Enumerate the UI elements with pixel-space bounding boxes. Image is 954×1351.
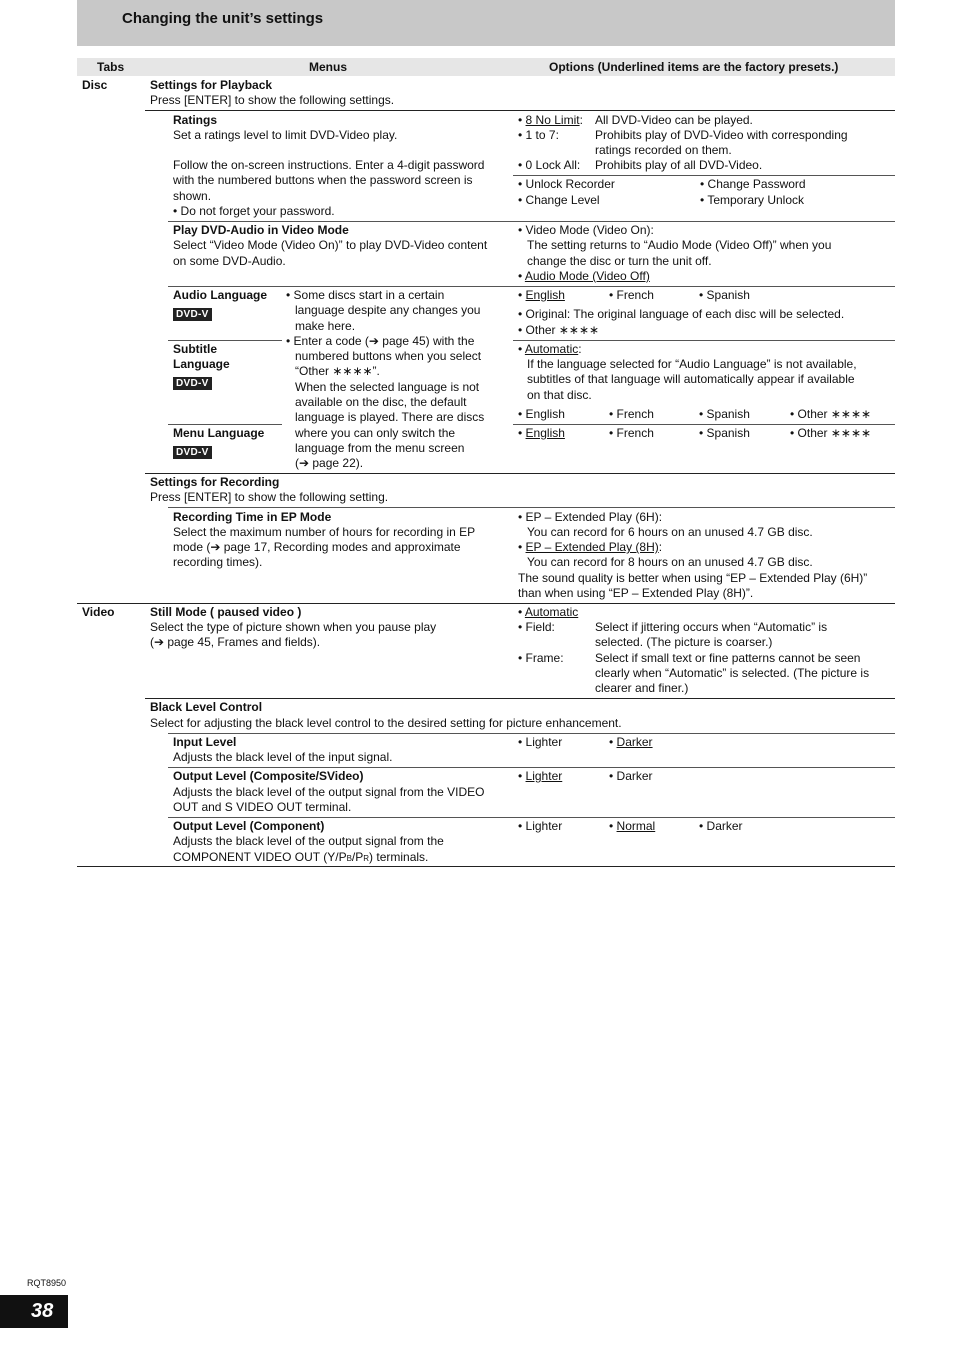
audio-language-option-spanish: • Spanish — [699, 288, 750, 302]
divider — [77, 603, 895, 604]
still-mode-frame-desc: Select if small text or fine patterns cannot be seen — [595, 651, 861, 665]
ratings-option-change-level: • Change Level — [518, 193, 600, 207]
ratings-desc-line: with the numbered buttons when the password screen is — [173, 173, 473, 187]
subtitle-option-french: • French — [609, 407, 654, 421]
menu-language-title: Menu Language — [173, 426, 265, 440]
ratings-option-unlock-recorder: • Unlock Recorder — [518, 177, 615, 191]
ep-mode-desc-line: recording times). — [173, 555, 263, 569]
subtitle-language-title: Subtitle — [173, 342, 217, 356]
recording-settings-title: Settings for Recording — [150, 475, 280, 489]
divider — [168, 424, 282, 425]
divider — [168, 817, 895, 818]
output-component-title: Output Level (Component) — [173, 819, 325, 833]
divider — [168, 733, 895, 734]
dvd-audio-option-video-on-desc: change the disc or turn the unit off. — [527, 254, 712, 268]
divider — [168, 221, 895, 222]
column-header-menus: Menus — [309, 60, 348, 74]
output-component-option-normal: • Normal — [609, 819, 656, 833]
output-component-desc-line: COMPONENT VIDEO OUT (Y/PB/PR) terminals. — [173, 850, 429, 864]
still-mode-desc-line: (➔ page 45, Frames and fields). — [150, 635, 321, 649]
audio-language-option-original: • Original: The original language of each disc will be selected. — [518, 307, 845, 321]
ratings-title: Ratings — [173, 113, 218, 127]
dvd-audio-option-video-on-desc: The setting returns to “Audio Mode (Video Off)” when you — [527, 238, 832, 252]
menu-language-option-other: • Other ∗∗∗∗ — [790, 426, 872, 440]
input-level-option-darker: • Darker — [609, 735, 653, 749]
section-header-bar — [77, 0, 895, 46]
tab-video: Video — [82, 605, 115, 619]
still-mode-option-automatic: • Automatic — [518, 605, 579, 619]
subtitle-option-automatic: • Automatic: — [518, 342, 582, 356]
subtitle-language-title: Language — [173, 357, 230, 371]
dvd-audio-option-video-off: • Audio Mode (Video Off) — [518, 269, 650, 283]
dvd-v-badge: DVD-V — [173, 377, 212, 390]
subtitle-auto-desc-line: subtitles of that language will automatically appear if available — [527, 372, 855, 386]
ratings-desc-line: Set a ratings level to limit DVD-Video play. — [173, 128, 398, 142]
table-column-headers — [77, 58, 895, 76]
ep-mode-title: Recording Time in EP Mode — [173, 510, 332, 524]
divider — [513, 424, 895, 425]
language-note-line: • Enter a code (➔ page 45) with the — [286, 334, 475, 348]
subtitle-option-english: • English — [518, 407, 565, 421]
column-header-tabs: Tabs — [97, 60, 125, 74]
divider — [145, 698, 895, 699]
ep-note-line: The sound quality is better when using “EP – Extended Play (6H)” — [518, 571, 868, 585]
output-component-desc-line: Adjusts the black level of the output signal from the — [173, 834, 444, 848]
language-note-line: (➔ page 22). — [295, 456, 364, 470]
dvd-audio-desc-line: Select “Video Mode (Video On)” to play DVD-Video content — [173, 238, 488, 252]
still-mode-option-field: • Field: — [518, 620, 555, 634]
ratings-option-no-limit: • 8 No Limit: — [518, 113, 583, 127]
page-title: Changing the unit’s settings — [122, 10, 324, 27]
ratings-option-no-limit-desc: All DVD-Video can be played. — [595, 113, 753, 127]
black-level-title: Black Level Control — [150, 700, 263, 714]
recording-settings-desc: Press [ENTER] to show the following setting. — [150, 490, 389, 504]
ratings-option-change-password: • Change Password — [700, 177, 806, 191]
still-mode-field-desc: Select if jittering occurs when “Automatic” is — [595, 620, 828, 634]
dvd-audio-option-video-on: • Video Mode (Video On): — [518, 223, 654, 237]
still-mode-frame-desc: clearly when “Automatic” is selected. (The picture is — [595, 666, 870, 680]
output-svideo-title: Output Level (Composite/SVideo) — [173, 769, 364, 783]
divider — [77, 866, 895, 867]
language-note-line: language from the menu screen — [295, 441, 465, 455]
divider — [168, 286, 895, 287]
playback-settings-title: Settings for Playback — [150, 78, 273, 92]
ep-option-6h: • EP – Extended Play (6H): — [518, 510, 663, 524]
ep-option-6h-desc: You can record for 6 hours on an unused 4.7 GB disc. — [527, 525, 813, 539]
output-svideo-option-darker: • Darker — [609, 769, 653, 783]
ratings-option-1to7: • 1 to 7: — [518, 128, 559, 142]
divider — [513, 175, 895, 176]
ep-option-8h: • EP – Extended Play (8H): — [518, 540, 663, 554]
language-note-line: available on the disc, the default — [295, 395, 467, 409]
ep-option-8h-desc: You can record for 8 hours on an unused 4.7 GB disc. — [527, 555, 813, 569]
menu-language-option-spanish: • Spanish — [699, 426, 750, 440]
language-note-line: • Some discs start in a certain — [286, 288, 445, 302]
ratings-option-lock-all: • 0 Lock All: — [518, 158, 581, 172]
divider — [513, 340, 895, 341]
audio-language-option-other: • Other ∗∗∗∗ — [518, 323, 600, 337]
tab-disc: Disc — [82, 78, 108, 92]
language-note-line: When the selected language is not — [295, 380, 480, 394]
column-header-options: Options (Underlined items are the factory presets.) — [549, 60, 839, 74]
language-note-line: numbered buttons when you select — [295, 349, 482, 363]
still-mode-field-desc: selected. (The picture is coarser.) — [595, 635, 773, 649]
still-mode-option-frame: • Frame: — [518, 651, 564, 665]
input-level-desc: Adjusts the black level of the input signal. — [173, 750, 393, 764]
ratings-option-1to7-desc: Prohibits play of DVD-Video with corresponding — [595, 128, 848, 142]
menu-language-option-french: • French — [609, 426, 654, 440]
dvd-v-badge: DVD-V — [173, 308, 212, 321]
language-note-line: language is played. There are discs — [295, 410, 485, 424]
output-component-option-darker: • Darker — [699, 819, 743, 833]
dvd-v-badge: DVD-V — [173, 446, 212, 459]
dvd-audio-desc-line: on some DVD-Audio. — [173, 254, 286, 268]
input-level-option-lighter: • Lighter — [518, 735, 563, 749]
still-mode-desc-line: Select the type of picture shown when you pause play — [150, 620, 437, 634]
audio-language-option-english: • English — [518, 288, 565, 302]
divider — [168, 507, 895, 508]
audio-language-title: Audio Language — [173, 288, 267, 302]
subtitle-auto-desc-line: If the language selected for “Audio Language” is not available, — [527, 357, 857, 371]
ratings-desc-line: • Do not forget your password. — [173, 204, 335, 218]
subtitle-auto-desc-line: on that disc. — [527, 388, 592, 402]
page-number-box — [0, 1295, 68, 1328]
divider — [168, 340, 282, 341]
subtitle-option-spanish: • Spanish — [699, 407, 750, 421]
output-svideo-desc-line: Adjusts the black level of the output signal from the VIDEO — [173, 785, 485, 799]
language-note-line: make here. — [295, 319, 356, 333]
dvd-audio-title: Play DVD-Audio in Video Mode — [173, 223, 349, 237]
ep-mode-desc-line: Select the maximum number of hours for recording in EP — [173, 525, 476, 539]
subtitle-option-other: • Other ∗∗∗∗ — [790, 407, 872, 421]
ep-mode-desc-line: mode (➔ page 17, Recording modes and approximate — [173, 540, 461, 554]
output-svideo-option-lighter: • Lighter — [518, 769, 563, 783]
language-note-line: “Other ∗∗∗∗”. — [295, 364, 380, 378]
still-mode-frame-desc: clearer and finer.) — [595, 681, 689, 695]
menu-language-option-english: • English — [518, 426, 565, 440]
audio-language-option-french: • French — [609, 288, 654, 302]
language-note-line: language despite any changes you — [295, 303, 481, 317]
divider — [145, 473, 895, 474]
divider — [168, 767, 895, 768]
input-level-title: Input Level — [173, 735, 237, 749]
ratings-desc-line: shown. — [173, 189, 212, 203]
playback-settings-desc: Press [ENTER] to show the following settings. — [150, 93, 395, 107]
ratings-option-temporary-unlock: • Temporary Unlock — [700, 193, 805, 207]
divider — [145, 110, 895, 111]
black-level-desc: Select for adjusting the black level control to the desired setting for picture enhancement. — [150, 716, 622, 730]
output-component-option-lighter: • Lighter — [518, 819, 563, 833]
page-number: 38 — [31, 1300, 54, 1322]
output-svideo-desc-line: OUT and S VIDEO OUT terminal. — [173, 800, 352, 814]
ratings-option-1to7-desc: ratings recorded on them. — [595, 143, 732, 157]
document-code: RQT8950 — [27, 1278, 67, 1288]
ep-note-line: than when using “EP – Extended Play (8H)”. — [518, 586, 754, 600]
language-note-line: where you can only switch the — [295, 426, 456, 440]
ratings-desc-line: Follow the on-screen instructions. Enter a 4-digit password — [173, 158, 485, 172]
still-mode-title: Still Mode ( paused video ) — [150, 605, 302, 619]
ratings-option-lock-all-desc: Prohibits play of all DVD-Video. — [595, 158, 763, 172]
